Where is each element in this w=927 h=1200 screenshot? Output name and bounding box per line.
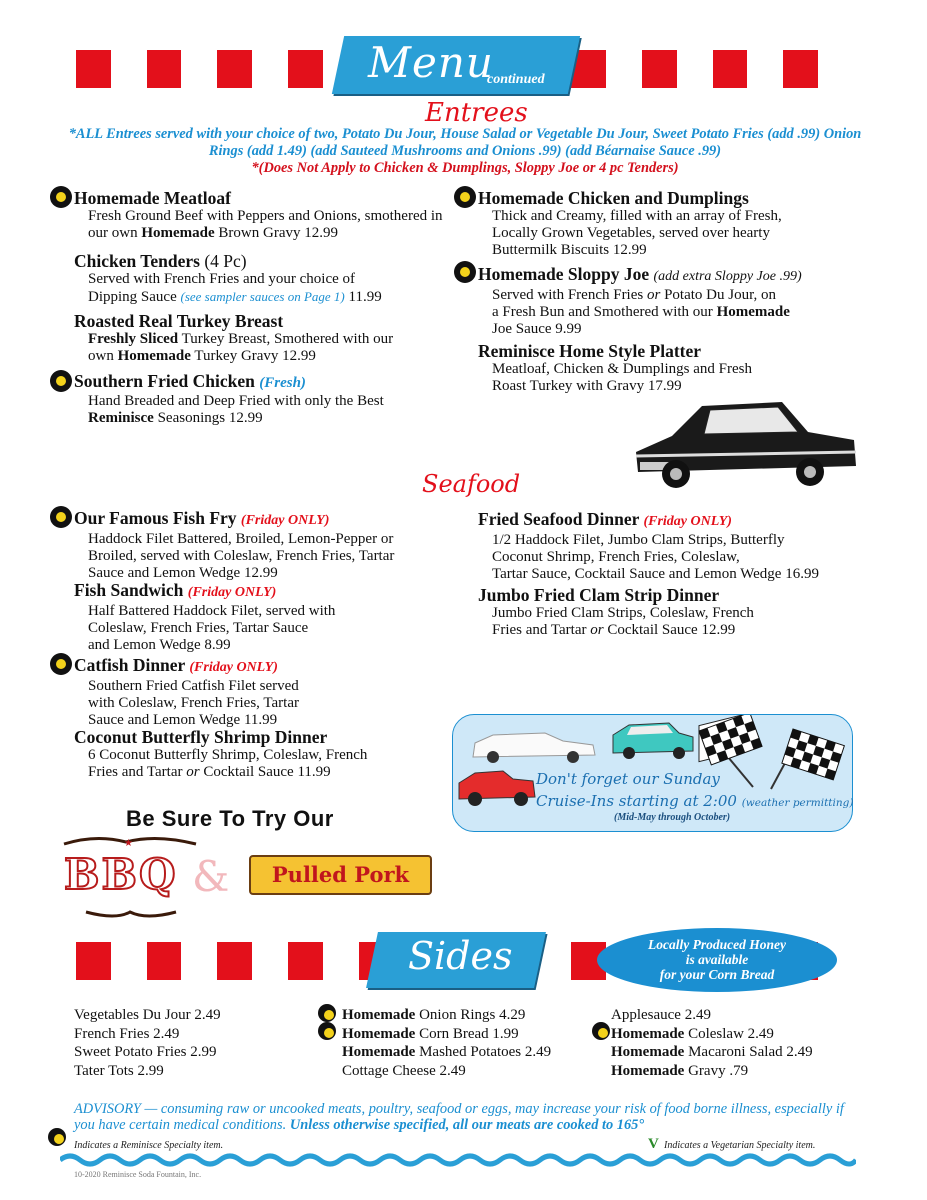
item-description: 6 Coconut Butterfly Shrimp, Coleslaw, French Fries and Tartar or Cocktail Sauce 11.99 bbox=[88, 747, 368, 780]
item-name: Southern Fried Chicken (Fresh) bbox=[74, 371, 306, 391]
item-description: Served with French Fries and your choice of Dipping Sauce (see sampler sauces on Page 1) 11.99 bbox=[88, 271, 382, 305]
side-item: Homemade Corn Bread 1.99 bbox=[342, 1025, 519, 1042]
side-item: Homemade Coleslaw 2.49 bbox=[611, 1025, 774, 1042]
item-name: Coconut Butterfly Shrimp Dinner bbox=[74, 727, 328, 747]
side-item: French Fries 2.49 bbox=[74, 1025, 180, 1042]
menu-item-fish-sandwich bbox=[74, 580, 454, 654]
promo-heading: Be Sure To Try Our bbox=[126, 806, 334, 831]
pulled-pork-sign: Pulled Pork bbox=[249, 855, 432, 895]
record-specialty-icon bbox=[454, 261, 476, 283]
menu-item-fish-fry bbox=[74, 508, 454, 582]
advisory-notice: ADVISORY — consuming raw or uncooked meats, poultry, seafood or eggs, may increase your risk of food borne illness, especially if you have certain medical conditions. Unless otherwise specified, all our meats are cooked to 165° bbox=[74, 1101, 844, 1133]
menu-item-turkey-breast bbox=[74, 311, 454, 365]
cruise-line-1: Don't forget our Sunday bbox=[536, 770, 720, 788]
side-item: Homemade Onion Rings 4.29 bbox=[342, 1007, 526, 1023]
menu-item-chicken-dumplings bbox=[478, 188, 858, 259]
record-specialty-icon bbox=[50, 506, 72, 528]
menu-item-chicken-tenders bbox=[74, 251, 454, 306]
item-description: 1/2 Haddock Filet, Jumbo Clam Strips, Butterfly Coconut Shrimp, French Fries, Coleslaw, Tartar Sauce, Cocktail Sauce and Lemon Wedge 16.99 bbox=[492, 532, 819, 582]
svg-text:★: ★ bbox=[124, 838, 133, 849]
item-name: Homemade Meatloaf bbox=[74, 188, 231, 208]
side-item: Homemade Macaroni Salad 2.49 bbox=[611, 1044, 813, 1060]
sides-column-3 bbox=[611, 1006, 813, 1080]
menu-item-fried-seafood-dinner bbox=[478, 509, 878, 583]
record-specialty-icon bbox=[50, 370, 72, 392]
item-description: Jumbo Fried Clam Strips, Coleslaw, French Fries and Tartar or Cocktail Sauce 12.99 bbox=[492, 605, 754, 638]
menu-item-catfish-dinner bbox=[74, 655, 454, 729]
vegetarian-icon: V bbox=[648, 1136, 659, 1152]
menu-item-coconut-shrimp bbox=[74, 727, 454, 781]
item-name: Fish Sandwich (Friday ONLY) bbox=[74, 580, 277, 600]
entrees-note: *ALL Entrees served with your choice of two, Potato Du Jour, House Salad or Vegetable Du Jour, Sweet Potato Fries (add .99) Onion Rings (add 1.49) (add Sauteed Mushrooms and Onions .99) (add Béarnaise Sauce .99) bbox=[68, 126, 862, 159]
item-description: Fresh Ground Beef with Peppers and Onions, smothered in our own Homemade Brown Gravy 12.99 bbox=[88, 208, 443, 241]
item-description: Thick and Creamy, filled with an array of Fresh, Locally Grown Vegetables, served over hearty Buttermilk Biscuits 12.99 bbox=[492, 208, 782, 258]
item-description: Freshly Sliced Turkey Breast, Smothered with our own Homemade Turkey Gravy 12.99 bbox=[88, 331, 394, 364]
honey-callout: Locally Produced Honey is available for your Corn Bread bbox=[597, 928, 837, 992]
item-name: Reminisce Home Style Platter bbox=[478, 341, 702, 361]
record-specialty-icon bbox=[592, 1022, 610, 1040]
cruise-line-2: Cruise-Ins starting at 2:00 (weather permitting) bbox=[536, 792, 854, 810]
menu-title: Menu bbox=[368, 38, 494, 87]
item-description: Half Battered Haddock Filet, served with Coleslaw, French Fries, Tartar Sauce and Lemon Wedge 8.99 bbox=[88, 603, 336, 653]
menu-item-sloppy-joe bbox=[478, 264, 878, 338]
seafood-heading: Seafood bbox=[422, 470, 521, 498]
record-specialty-icon bbox=[48, 1128, 66, 1146]
item-name: Jumbo Fried Clam Strip Dinner bbox=[478, 585, 720, 605]
item-description: Haddock Filet Battered, Broiled, Lemon-Pepper or Broiled, served with Coleslaw, French Fries, Tartar Sauce and Lemon Wedge 12.99 bbox=[88, 531, 395, 581]
menu-item-meatloaf bbox=[74, 188, 454, 242]
item-description: Meatloaf, Chicken & Dumplings and Fresh Roast Turkey with Gravy 17.99 bbox=[492, 361, 752, 394]
menu-item-clam-strip-dinner bbox=[478, 585, 858, 639]
item-name: Homemade Chicken and Dumplings bbox=[478, 188, 749, 208]
item-description: Served with French Fries or Potato Du Jour, on a Fresh Bun and Smothered with our Homemade Joe Sauce 9.99 bbox=[492, 287, 790, 337]
item-name: Catfish Dinner (Friday ONLY) bbox=[74, 655, 278, 675]
menu-item-southern-fried-chicken bbox=[74, 371, 454, 427]
item-name: Chicken Tenders (4 Pc) bbox=[74, 251, 247, 271]
record-specialty-icon bbox=[454, 186, 476, 208]
record-specialty-icon bbox=[318, 1022, 336, 1040]
entrees-heading: Entrees bbox=[425, 98, 528, 128]
side-item: Homemade Mashed Potatoes 2.49 bbox=[342, 1044, 552, 1060]
sides-column-1 bbox=[74, 1006, 221, 1080]
record-specialty-icon bbox=[318, 1004, 336, 1022]
side-item: Sweet Potato Fries 2.99 bbox=[74, 1044, 217, 1060]
side-item: Vegetables Du Jour 2.49 bbox=[74, 1007, 221, 1023]
item-description: Southern Fried Catfish Filet served with Coleslaw, French Fries, Tartar Sauce and Lemon Wedge 11.99 bbox=[88, 678, 299, 728]
sides-column-2 bbox=[342, 1006, 551, 1080]
item-name: Homemade Sloppy Joe (add extra Sloppy Joe .99) bbox=[478, 264, 802, 284]
sides-title: Sides bbox=[408, 934, 513, 978]
side-item: Tater Tots 2.99 bbox=[74, 1062, 164, 1079]
item-name: Our Famous Fish Fry (Friday ONLY) bbox=[74, 508, 330, 528]
side-item: Applesauce 2.49 bbox=[611, 1007, 711, 1023]
item-description: Hand Breaded and Deep Fried with only the Best Reminisce Seasonings 12.99 bbox=[88, 393, 384, 426]
side-item: Cottage Cheese 2.49 bbox=[342, 1062, 466, 1079]
side-item: Homemade Gravy .79 bbox=[611, 1062, 749, 1079]
legend-specialty: Indicates a Reminisce Specialty item. bbox=[74, 1140, 224, 1151]
bbq-logo-text: BBQ bbox=[64, 850, 178, 899]
menu-item-home-style-platter bbox=[478, 341, 858, 395]
item-name: Fried Seafood Dinner (Friday ONLY) bbox=[478, 509, 732, 529]
item-name: Roasted Real Turkey Breast bbox=[74, 311, 284, 331]
record-specialty-icon bbox=[50, 653, 72, 675]
ampersand: & bbox=[192, 852, 230, 901]
legend-vegetarian: Indicates a Vegetarian Specialty item. bbox=[664, 1140, 816, 1151]
entrees-exception-note: *(Does Not Apply to Chicken & Dumplings, Sloppy Joe or 4 pc Tenders) bbox=[251, 160, 679, 176]
menu-subtitle: continued bbox=[487, 72, 545, 87]
copyright: 10-2020 Reminisce Soda Fountain, Inc. bbox=[74, 1170, 202, 1179]
classic-car-illustration bbox=[632, 396, 860, 492]
record-specialty-icon bbox=[50, 186, 72, 208]
cruise-season: (Mid-May through October) bbox=[614, 812, 731, 823]
footer-wave bbox=[60, 1150, 856, 1170]
